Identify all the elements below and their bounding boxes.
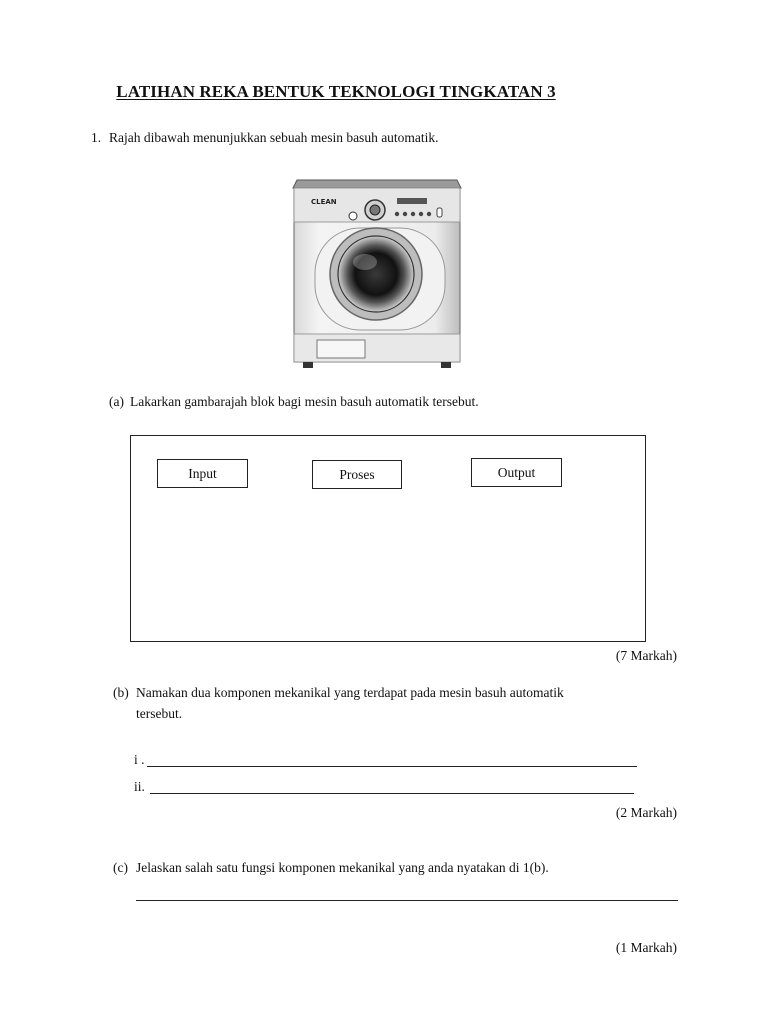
answer-1-label: i . — [134, 752, 145, 767]
part-a-marks: (7 Markah) — [615, 648, 677, 663]
part-a-text: Lakarkan gambarajah blok bagi mesin basuh automatik tersebut. — [130, 394, 479, 409]
washing-machine-image — [289, 170, 465, 370]
answer-1-line[interactable] — [147, 766, 637, 767]
part-b-text-line1: Namakan dua komponen mekanikal yang terdapat pada mesin basuh automatik — [136, 685, 564, 700]
answer-2-label: ii. — [134, 779, 145, 794]
machine-brand-label: CLEAN — [311, 198, 337, 206]
output-block: Output — [471, 458, 562, 487]
part-b-marks: (2 Markah) — [615, 805, 677, 820]
question-number: 1. — [91, 130, 102, 145]
part-b-label: (b) — [113, 685, 129, 700]
process-block: Proses — [312, 460, 402, 489]
part-b-text-line2: tersebut. — [136, 706, 183, 721]
input-block: Input — [157, 459, 248, 488]
answer-2-line[interactable] — [150, 793, 634, 794]
part-a-label: (a) — [109, 394, 124, 409]
answer-c-line[interactable] — [136, 900, 678, 901]
part-c-marks: (1 Markah) — [615, 940, 677, 955]
part-c-text: Jelaskan salah satu fungsi komponen mekanikal yang anda nyatakan di 1(b). — [136, 860, 549, 875]
question-text: Rajah dibawah menunjukkan sebuah mesin basuh automatik. — [109, 130, 439, 145]
part-c-label: (c) — [113, 860, 128, 875]
worksheet-title: LATIHAN REKA BENTUK TEKNOLOGI TINGKATAN 3 — [116, 82, 556, 101]
